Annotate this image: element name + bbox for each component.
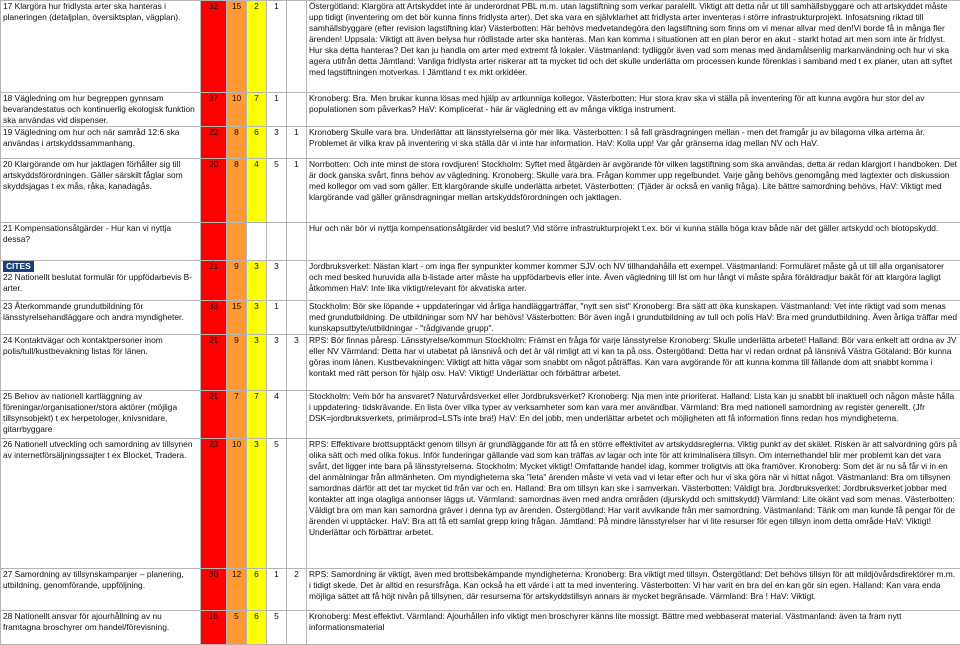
vote-cell-v1: 8 [227, 127, 247, 159]
vote-cell-v3: 1 [267, 93, 287, 127]
vote-cell-v1: 10 [227, 93, 247, 127]
vote-cell-v2: 6 [247, 611, 267, 645]
topic-cell [1, 611, 201, 645]
topic-text: Vägledning om hur begreppen gynnsam bevarandestatus och kontinuerlig ekologisk funktion ska användas vid dispenser. [3, 93, 195, 125]
vote-cell-v2: 6 [247, 569, 267, 611]
topic-cell [1, 1, 201, 93]
vote-cell-v4: 3 [287, 335, 307, 391]
vote-cell-v3: 3 [267, 335, 287, 391]
vote-cell-v1: 9 [227, 261, 247, 301]
comment-cell: Östergötland: Klargöra att Artskyddet inte är underordnat PBL m.m. utan lagstiftning som verkar paralellt. Viktigt att detta når ut till samhällsbyggare och att artskyddet måste upp tidigt (inventering om det bör kunna finns fridlysta arter). Det ska vara en självklarhet att fridlysta arter inventeras i större infrastrukturprojekt. Infosatsning riktad till samhällsbyggare (efter revision lagstiftning klar) Västerbotten: Här behövs medvetandegöra den lagstiftning som finns om vi menar allvar med den!Vi borde få in många fler ärenden! Uppsala: Viktigt att även belysa hur rödlistade arter ska hanteras. Man kan komma i situationen att en plan beror en akut - starkt hotad art men som inte är fridlyst. Hur ska detta hanteras? Det kan ju handla om arter med extremt få lokaler. Västmanland: tydliggör även vad som menas med ändamålsenlig markanvändning och hur vi ska agera utifrån detta Jämtland: Vanliga fridlysta arter riskerar att ta mycket tid och det skulle underlätta om processen kunde förenklas i samband med t ex planer, utan att syftet med lagstiftningen motverkas. I Jämtland t ex mkt orkidéer. [307, 1, 960, 93]
table-row [1, 159, 960, 223]
topic-text: Behov av nationell kartläggning av föreningar/organisationer/stora aktörer (möjliga tillsynsobjekt) t ex herpetologer, knivsnidare, gitarrbyggare [3, 391, 177, 434]
row-number: 25 [3, 391, 12, 401]
comment-cell: Kronoberg: Bra. Men brukar kunna lösas med hjälp av artkunniga kollegor. Västerbotten: Hur stora krav ska vi ställa på inventering för att kunna avgöra hur stor del av populationen som påverkas? HaV: Komplicerat - här är vägledning ett av många viktiga instrument. [307, 93, 960, 127]
topic-cell [1, 391, 201, 439]
total-score-cell: 27 [201, 93, 227, 127]
vote-cell-v4 [287, 1, 307, 93]
vote-cell-v3: 3 [267, 261, 287, 301]
comment-cell: Stockholm: Vem bör ha ansvaret? Naturvårdsverket eller Jordbruksverket? Kronoberg: Nja men inte prioriterat. Halland: Lista kan ju snabbt bli inaktuell och någon måste hålla i uppdatering- tidskrävande. En lista över vilka typer av verksamheter som kan vara mer användbar. Värmland: Bra med nationell samordning av register generellt. (Jfr DSK=jordbruksverkets, primärprod=LSTs inte bra!) HaV: En del jobb, men underlättar arbetet och möjligheten att få information finns redan hos myndigheterna. [307, 391, 960, 439]
row-number: 28 [3, 611, 12, 621]
vote-cell-v2: 6 [247, 127, 267, 159]
vote-cell-v4 [287, 611, 307, 645]
comment-cell: Kronoberg: Mest effektivt. Värmland: Ajourhållen info viktigt men broschyrer känns lite mossigt. Bättre med webbaserat material. Västmanland: även ta fram nytt informationsmaterial [307, 611, 960, 645]
topic-text: Nationellt ansvar för ajourhållning av nu framtagna broschyrer om handel/förevisning. [3, 611, 169, 632]
row-number: 20 [3, 159, 12, 169]
cites-header: CITES [3, 261, 34, 272]
vote-cell-v2: 3 [247, 301, 267, 335]
row-number: 24 [3, 335, 12, 345]
row-number: 17 [3, 1, 12, 11]
total-score-cell: 32 [201, 1, 227, 93]
total-score-cell: 21 [201, 335, 227, 391]
row-number: 18 [3, 93, 12, 103]
table-row [1, 1, 960, 93]
vote-cell-v1: 15 [227, 301, 247, 335]
vote-cell-v2: 7 [247, 391, 267, 439]
vote-cell-v2 [247, 223, 267, 261]
table-row [1, 335, 960, 391]
total-score-cell: 20 [201, 159, 227, 223]
comment-cell: Stockholm: Bör ske löpande + uppdateringar vid årliga handläggarträffar, "nytt sen sist" Kronoberg: Bra sätt att öka kunskapen. Västmanland: Vet inte riktigt vad som menas med grundutbildning. De utbildningar som NV har behövs! Västerbotten: Bör även ingå i grundutbildning av tull och polis HaV: Bra med grundutbildning. Även årliga träffar med kunskapsutbyte/utbildningar - "rådgivande grupp". [307, 301, 960, 335]
total-score-cell: 21 [201, 261, 227, 301]
topic-text: Nationellt beslutat formulär för uppfödarbevis B-arter. [3, 272, 192, 293]
vote-cell-v2: 3 [247, 335, 267, 391]
topic-text: Klargöra hur fridlysta arter ska hanteras i planeringen (detaljplan, översiktsplan, vägplan). [3, 1, 180, 22]
total-score-cell: 30 [201, 569, 227, 611]
vote-cell-v3: 5 [267, 439, 287, 569]
row-number: 23 [3, 301, 12, 311]
row-number: 21 [3, 223, 12, 233]
vote-cell-v4: 2 [287, 569, 307, 611]
total-score-cell: 33 [201, 301, 227, 335]
vote-cell-v3: 1 [267, 1, 287, 93]
vote-cell-v2: 7 [247, 93, 267, 127]
topic-cell [1, 127, 201, 159]
total-score-cell: 21 [201, 391, 227, 439]
vote-cell-v3 [267, 223, 287, 261]
row-number: 19 [3, 127, 12, 137]
vote-cell-v4 [287, 391, 307, 439]
comment-cell: RPS: Effektivare brottsupptäckt genom tillsyn är grundläggande för att få en större effektivitet av artskyddsreglerna. Viktig punkt av det skälet. Risken är att salvordning görs på olika sätt och med olika fokus. Inför funderingar gällande vad som kan träffas av lagar och inte för att kriminalisera tillsyn. Om internethandel blir mer problemt kan det vara svårt, det ligger inte bara på länsstyrelserna. Stockholm: Mycket viktigt! Omfattande handel idag, kommer troligtvis att öka framöver. Kronoberg: Som det är nu så får vi in en del anmälningar från allmänheten. Om myndigheterna ska "leta" ärenden måste vi veta vad vi letar efter och hur vi ska göra när vi hittat något. Västmanland: Bra om tillsynen samordnas därför att det tar mycket tid från var och en. Halland: Bra om tillsyn kan ske i samverkan. Västerbotten: Väldigt bra. Jordbruksverket: Jordbruksverket jobbar med kontakter att inga olagliga annonser läggs ut. Värmland: samordnas även med andra områden (djurskydd och smittskydd) Värmland: Lite okänt vad som menas. Västerbotten: Väldigt bra om man kan samordna gräver i denna typ av ärenden. Östergötland: Har varit avvikande från mer samordning. Västmanland: Tänk om man kunde få pengar för de ärenden vi upptäcker. HaV: Bra att få ett samlat grepp kring frågan. Jämtland: På mindre länsstyrelser har vi lite resurser för egen tillsyn inom detta område HaV: Viktigt! Underlättar och förbättrar arbetet. [307, 439, 960, 569]
topic-cell [1, 159, 201, 223]
vote-cell-v1: 10 [227, 439, 247, 569]
table-row [1, 611, 960, 645]
table-row [1, 223, 960, 261]
vote-cell-v1: 9 [227, 335, 247, 391]
topic-cell [1, 93, 201, 127]
total-score-cell [201, 223, 227, 261]
total-score-cell: 23 [201, 439, 227, 569]
vote-cell-v3: 5 [267, 611, 287, 645]
vote-cell-v2: 2 [247, 1, 267, 93]
vote-cell-v4 [287, 261, 307, 301]
comment-cell: RPS: Bör finnas påresp. Länsstyrelse/kommun Stockholm: Främst en fråga för varje länsstyrelse Kronoberg: Skulle underlätta arbetet! Halland: Bör vara enkelt att ordna av JV eller NV Värmland: Detta har vi utabetat på länsnivå och det är väl rimligt att vi kan ta på oss. Östergötland: Detta har vi redan ordnat på länsnivå Västra Götaland: Bör kunna göras inom länen. Kustbevakningen: Viktigt att hitta vägar som snabbt om något påträffas. Kan vara avgörande för att kunna komma till fällande dom att snabbt komma i kontakt med rätt person för hjälp osv. HaV: Viktigt! Underlättar och förbättrar arbetet. [307, 335, 960, 391]
vote-cell-v3: 5 [267, 159, 287, 223]
comment-cell: Hur och när bör vi nyttja kompensationsåtgärder vid beslut? Vid större infrastrukturprojekt t.ex. bör vi kunna ställa höga krav både när det gäller artskydd och biotopskydd. [307, 223, 960, 261]
table-row [1, 261, 960, 301]
row-number: 22 [3, 272, 12, 282]
topic-text: Samordning av tillsynskampanjer – planering, utbildning, genomförande, uppföljning. [3, 569, 184, 590]
vote-cell-v4 [287, 223, 307, 261]
table-row [1, 93, 960, 127]
comment-cell: Norrbotten: Och inte minst de stora rovdjuren! Stockholm: Syftet med åtgärden är avgörande för vilken lagstiftning som ska användas, detta är redan klargjort i handboken. Det är dock ganska svårt, finns behov av vägledning. Kronoberg: Skulle vara bra. Frågan kommer upp regelbundet. Varje gång behövs genomgång med lagtexter och diskussion med kollegor om vad som gäller. Ett klargörande skulle underlätta arbetet. Västerbotten: (Tjäder är också en vanlig fråga). Lite bättre samordning behövs. HaV: Viktigt med klargörande vad gäller gränsdragningar mellan artskyddsförordningen och jaktlagen. [307, 159, 960, 223]
table-row [1, 127, 960, 159]
table-row [1, 301, 960, 335]
vote-cell-v4 [287, 301, 307, 335]
vote-cell-v2: 3 [247, 261, 267, 301]
row-number: 26 [3, 439, 12, 449]
topic-text: Klargörande om hur jaktlagen förhåller sig till artskyddsförordningen. Gäller särskilt fåglar som skyddsjagas t ex mås, råka, kanadagås. [3, 159, 183, 191]
vote-cell-v2: 4 [247, 159, 267, 223]
vote-cell-v3: 1 [267, 301, 287, 335]
topic-cell [1, 261, 201, 301]
vote-cell-v3: 1 [267, 569, 287, 611]
vote-cell-v1: 12 [227, 569, 247, 611]
comment-cell: Jordbruksverket: Nästan klart - om inga fler synpunkter kommer kommer SJV och NV tillhandahålla ett exempel. Västmanland: Formuläret måste gå ut till alla organisatorer och med besked huruvida alla b-listade arter måste ha uppfödarbevis eller inte. Även vägledning till lst om hur långt vi måste spåra föräldradjur bakåt för att klargöra lagligt åtkommen HaV: Inte lika viktigt/relevant för akvatiska arter. [307, 261, 960, 301]
total-score-cell: 22 [201, 127, 227, 159]
topic-text: Nationell utveckling och samordning av tillsynen av internetförsäljningssajter t ex Blocket, Tradera. [3, 439, 193, 460]
topic-text: Kontaktvägar och kontaktpersoner inom polis/tull/kustbevakning listas för länen. [3, 335, 163, 356]
comment-cell: RPS: Samordning är viktigt, även med brottsbekämpande myndigheterna. Kronoberg: Bra viktigt med tillsyn. Östergötland: Det behövs tillsyn för att mildjövårdsdirektörer m.m. i tidigt skede. Det är alltid en resursfråga. Kan också ha ett värde i att ta med inventering. Västerbotten: Vi har varit en bra del en kan gör sin egen. Halland: Kan vara enda möjliga sättet att få höjt nivån på tillsynen, där resurserna för artskyddstillsyn annars är mycket begränsade. Värmland: Bra ! HaV: Viktigt. [307, 569, 960, 611]
vote-cell-v3: 4 [267, 391, 287, 439]
vote-cell-v4 [287, 439, 307, 569]
vote-cell-v1: 15 [227, 1, 247, 93]
vote-cell-v4: 1 [287, 159, 307, 223]
vote-cell-v1: 7 [227, 391, 247, 439]
vote-cell-v2: 3 [247, 439, 267, 569]
vote-cell-v1: 8 [227, 159, 247, 223]
topic-cell [1, 439, 201, 569]
total-score-cell: 16 [201, 611, 227, 645]
table-row [1, 439, 960, 569]
topic-cell [1, 223, 201, 261]
comment-cell: Kronoberg Skulle vara bra. Underlättar att länsstyrelserna gör mer lika. Västerbotten: I så fall gräsdragningen mellan - men det framgår ju av bilagorna vilka arterna är. Problemet är vilka krav på inventering vi ska ställa där vi inte har information. HaV: Kolla upp! Var går gränserna idag mellan NV och HaV. [307, 127, 960, 159]
table-row [1, 569, 960, 611]
topic-text: Vägledning om hur och när samråd 12:6 ska användas i artskyddssammanhang. [3, 127, 179, 148]
vote-cell-v4 [287, 93, 307, 127]
topic-text: Kompensationsåtgärder - Hur kan vi nyttja dessa? [3, 223, 171, 244]
vote-cell-v1: 5 [227, 611, 247, 645]
topic-cell [1, 335, 201, 391]
table-row [1, 391, 960, 439]
topic-text: Återkommande grundutbildning för länsstyrelsehandläggare och andra myndigheter. [3, 301, 184, 322]
vote-cell-v4: 1 [287, 127, 307, 159]
vote-cell-v1 [227, 223, 247, 261]
topic-cell [1, 301, 201, 335]
vote-cell-v3: 3 [267, 127, 287, 159]
row-number: 27 [3, 569, 12, 579]
topic-cell [1, 569, 201, 611]
